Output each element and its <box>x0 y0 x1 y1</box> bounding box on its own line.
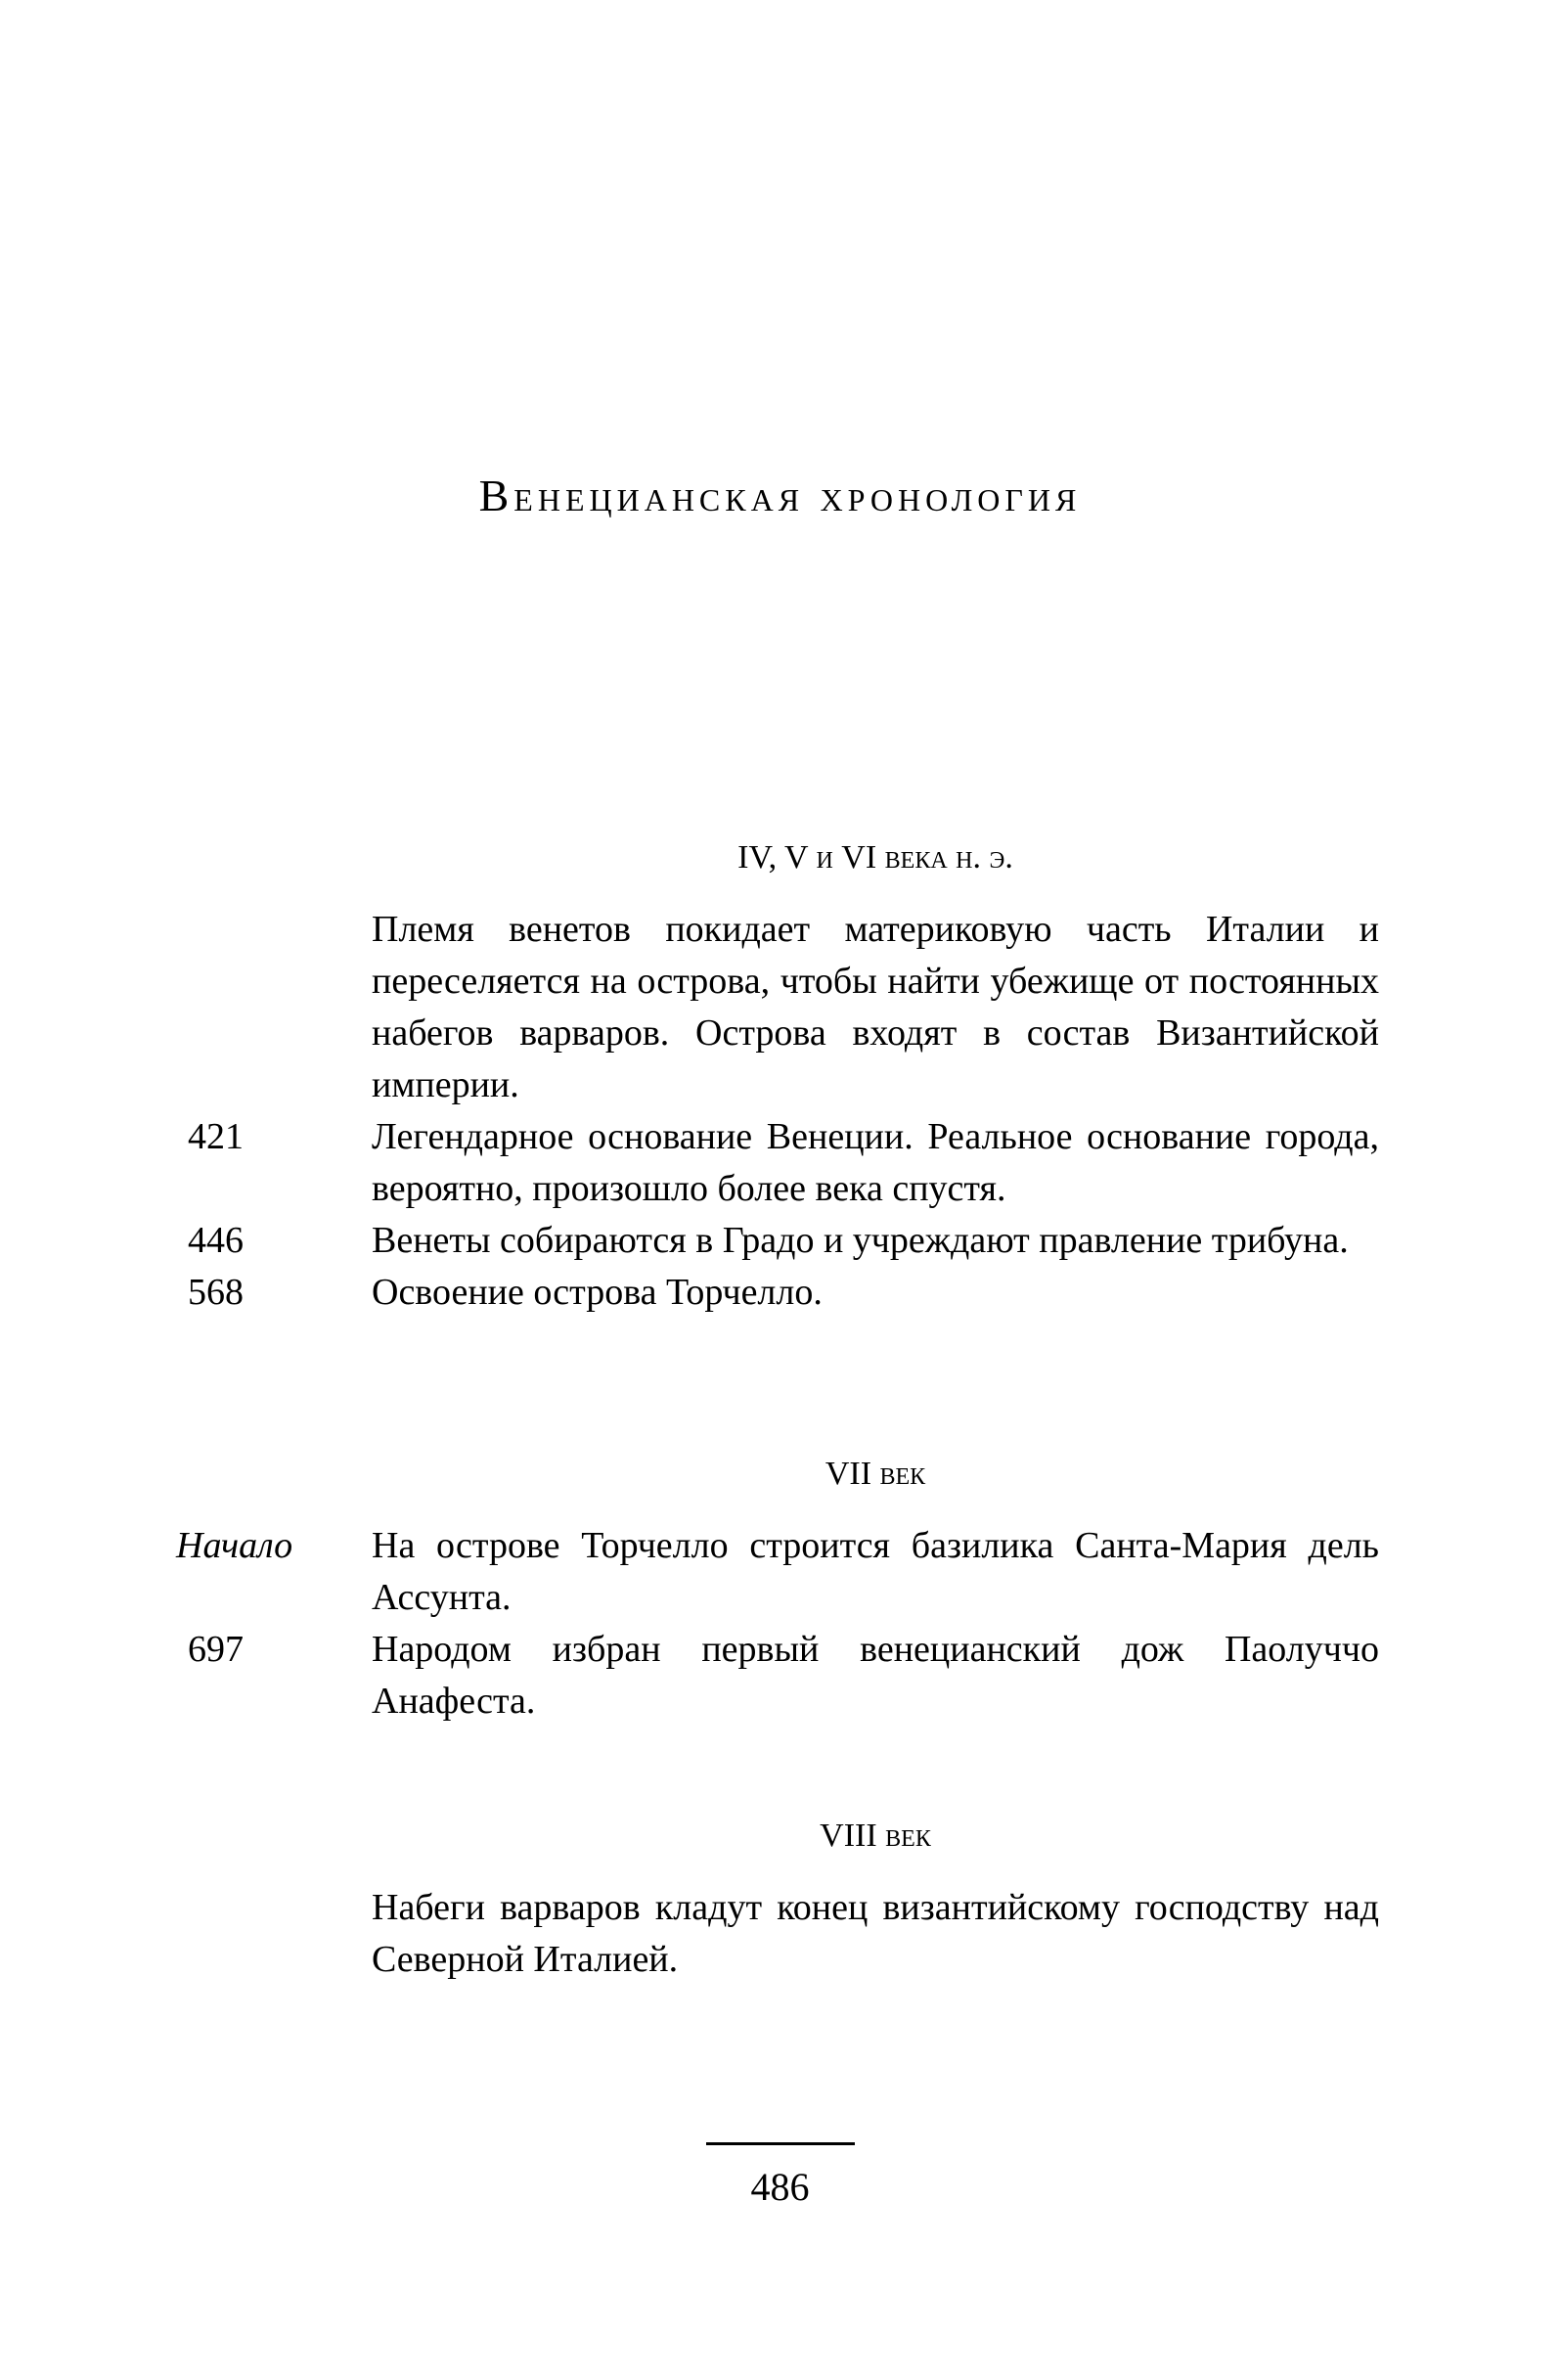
entry-text: Племя венетов покидает материковую часть Италии и переселяется на острова, чтобы найти убежище от постоянных набегов варваров. Острова входят в состав Византийской империи. <box>372 909 1379 1105</box>
entry-text: Набеги варваров кладут конец византийскому господству над Северной Италией. <box>372 1887 1379 1980</box>
entry-date: 568 <box>188 1272 244 1313</box>
footer-divider <box>706 2142 855 2145</box>
section-vii-century <box>176 1456 1379 1728</box>
chronology-entry <box>176 1624 1379 1728</box>
chronology-entry <box>176 1520 1379 1624</box>
entry-text: Народом избран первый венецианский дож Паолуччо Анафеста. <box>372 1629 1379 1722</box>
entry-date: 446 <box>188 1220 244 1261</box>
section-heading: IV, V и VI века н. э. <box>737 839 1013 876</box>
section-heading: VIII век <box>820 1818 931 1854</box>
chronology-entry <box>176 1111 1379 1215</box>
entry-text: Венеты собираются в Градо и учреждают правление трибуна. <box>372 1220 1349 1261</box>
chronology-entry <box>176 1215 1379 1267</box>
entry-text: Легендарное основание Венеции. Реальное основание города, вероятно, произошло более века спустя. <box>372 1116 1379 1209</box>
chronology-entry <box>176 904 1379 1111</box>
section-heading: VII век <box>825 1456 926 1492</box>
entry-text: На острове Торчелло строится базилика Санта-Мария дель Ассунта. <box>372 1525 1379 1618</box>
section-iv-vi-centuries <box>176 839 1379 1319</box>
entry-date: Начало <box>176 1525 293 1566</box>
chronology-entry <box>176 1882 1379 1986</box>
entry-date: 697 <box>188 1629 244 1670</box>
chronology-entry <box>176 1267 1379 1319</box>
section-viii-century <box>176 1818 1379 1986</box>
page-number: 486 <box>750 2165 810 2209</box>
entry-text: Освоение острова Торчелло. <box>372 1272 823 1313</box>
page-title: Венецианская хронология <box>478 471 1082 520</box>
entry-date: 421 <box>188 1116 244 1157</box>
